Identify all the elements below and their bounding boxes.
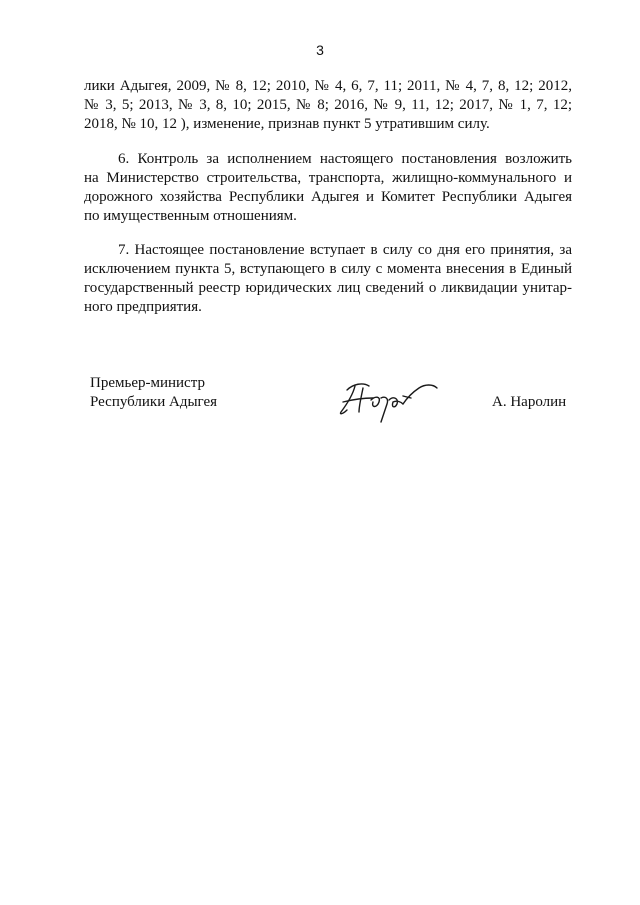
- signatory-title-line-2: Республики Адыгея: [90, 394, 218, 410]
- paragraph-7-line-2: исключением пункта 5, вступающего в силу с момента внесения в Единый: [84, 261, 572, 277]
- continuation-line-3: 2018, № 10, 12 ), изменение, признав пункт 5 утратившим силу.: [84, 116, 490, 132]
- paragraph-6-line-3: дорожного хозяйства Республики Адыгея и Комитет Республики Адыгея: [84, 189, 572, 205]
- signatory-name: А. Наролин: [492, 394, 567, 410]
- paragraph-7-line-4: ного предприятия.: [84, 299, 202, 315]
- paragraph-6-line-4: по имущественным отношениям.: [84, 208, 297, 224]
- paragraph-7-line-3: государственный реестр юридических лиц сведений о ликвидации унитар-: [84, 280, 572, 296]
- paragraph-7-line-1: 7. Настоящее постановление вступает в силу со дня его принятия, за: [118, 242, 572, 258]
- continuation-line-2: № 3, 5; 2013, № 3, 8, 10; 2015, № 8; 2016, № 9, 11, 12; 2017, № 1, 7, 12;: [84, 97, 572, 113]
- handwritten-signature-icon: [333, 378, 455, 428]
- paragraph-6-line-1: 6. Контроль за исполнением настоящего постановления возложить: [118, 151, 572, 167]
- paragraph-6-line-2: на Министерство строительства, транспорта, жилищно-коммунального и: [84, 170, 572, 186]
- continuation-line-1: лики Адыгея, 2009, № 8, 12; 2010, № 4, 6, 7, 11; 2011, № 4, 7, 8, 12; 2012,: [84, 78, 572, 94]
- signatory-title-line-1: Премьер-министр: [90, 375, 205, 391]
- page-number: 3: [316, 42, 324, 58]
